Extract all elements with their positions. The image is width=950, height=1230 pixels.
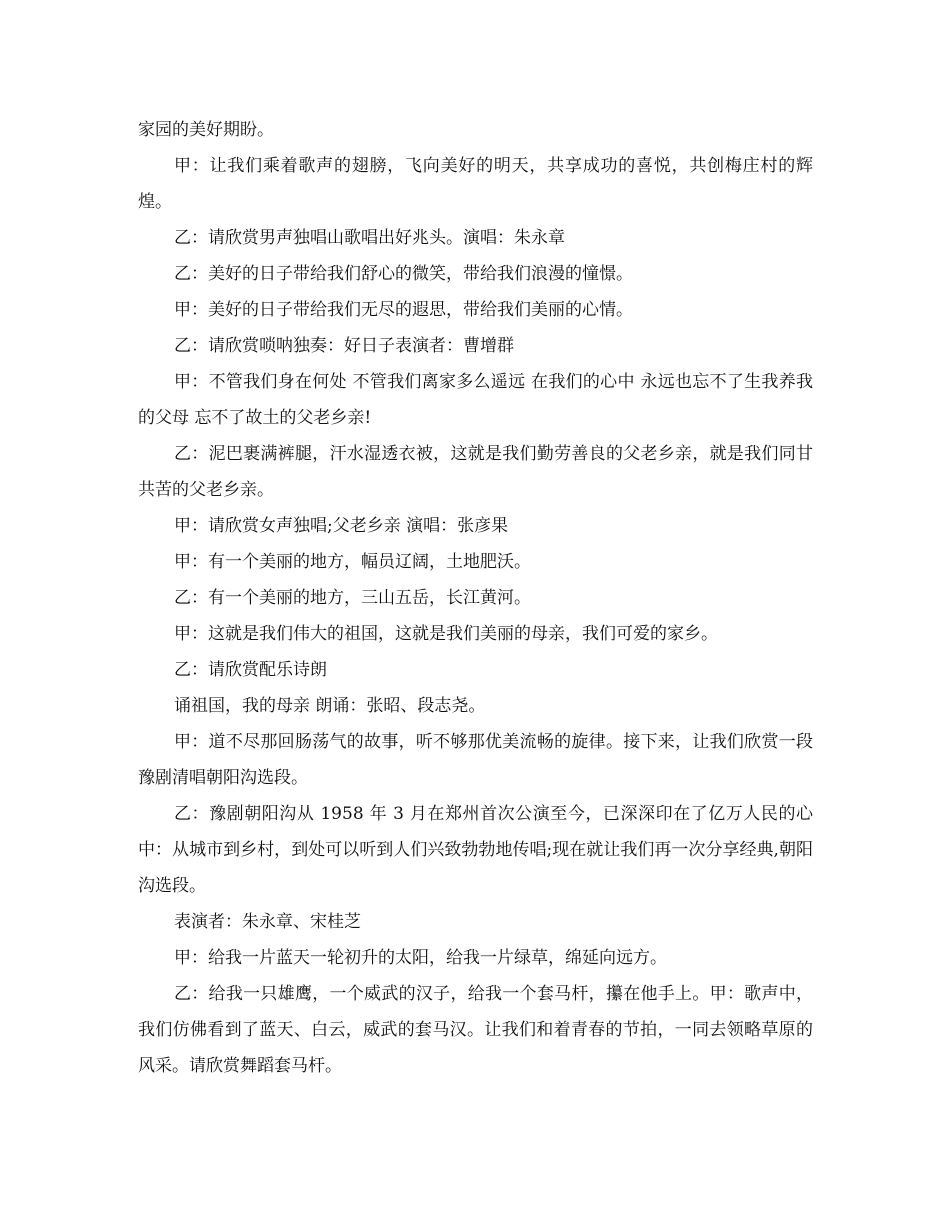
document-body bbox=[138, 112, 813, 1084]
paragraph: 表演者：朱永章、宋桂芝 bbox=[174, 912, 361, 932]
paragraph: 家园的美好期盼。 bbox=[138, 120, 274, 140]
paragraph: 甲：这就是我们伟大的祖国，这就是我们美丽的母亲，我们可爱的家乡。 bbox=[174, 624, 718, 644]
paragraph: 甲：有一个美丽的地方，幅员辽阔，土地肥沃。 bbox=[174, 552, 531, 572]
paragraph: 乙：泥巴裹满裤腿，汗水湿透衣被，这就是我们勤劳善良的父老乡亲，就是我们同甘共苦的父老乡亲。 bbox=[138, 444, 813, 500]
paragraph: 乙：请欣赏唢呐独奏：好日子表演者：曹增群 bbox=[174, 336, 514, 356]
paragraph: 甲：不管我们身在何处 不管我们离家多么遥远 在我们的心中 永远也忘不了生我养我的父母 忘不了故土的父老乡亲! bbox=[138, 372, 813, 428]
paragraph: 乙：美好的日子带给我们舒心的微笑，带给我们浪漫的憧憬。 bbox=[174, 264, 633, 284]
paragraph: 甲：道不尽那回肠荡气的故事，听不够那优美流畅的旋律。接下来，让我们欣赏一段豫剧清唱朝阳沟选段。 bbox=[138, 732, 813, 788]
paragraph: 乙：给我一只雄鹰，一个威武的汉子，给我一个套马杆，攥在他手上。甲：歌声中，我们仿佛看到了蓝天、白云，威武的套马汉。让我们和着青春的节拍，一同去领略草原的风采。请欣赏舞蹈套马杆。 bbox=[138, 984, 813, 1076]
paragraph: 甲：请欣赏女声独唱;父老乡亲 演唱：张彦果 bbox=[174, 516, 509, 536]
paragraph: 诵祖国，我的母亲 朗诵：张昭、段志尧。 bbox=[174, 696, 486, 716]
paragraph: 乙：请欣赏配乐诗朗 bbox=[174, 660, 327, 680]
paragraph: 乙：豫剧朝阳沟从 1958 年 3 月在郑州首次公演至今，已深深印在了亿万人民的心中：从城市到乡村，到处可以听到人们兴致勃勃地传唱;现在就让我们再一次分享经典,朝阳沟选段。 bbox=[138, 804, 813, 896]
paragraph: 甲：让我们乘着歌声的翅膀，飞向美好的明天，共享成功的喜悦，共创梅庄村的辉煌。 bbox=[138, 156, 813, 212]
paragraph: 乙：请欣赏男声独唱山歌唱出好兆头。演唱：朱永章 bbox=[174, 228, 565, 248]
paragraph: 甲：给我一片蓝天一轮初升的太阳，给我一片绿草，绵延向远方。 bbox=[174, 948, 667, 968]
paragraph: 乙：有一个美丽的地方，三山五岳，长江黄河。 bbox=[174, 588, 531, 608]
paragraph: 甲：美好的日子带给我们无尽的遐思，带给我们美丽的心情。 bbox=[174, 300, 633, 320]
